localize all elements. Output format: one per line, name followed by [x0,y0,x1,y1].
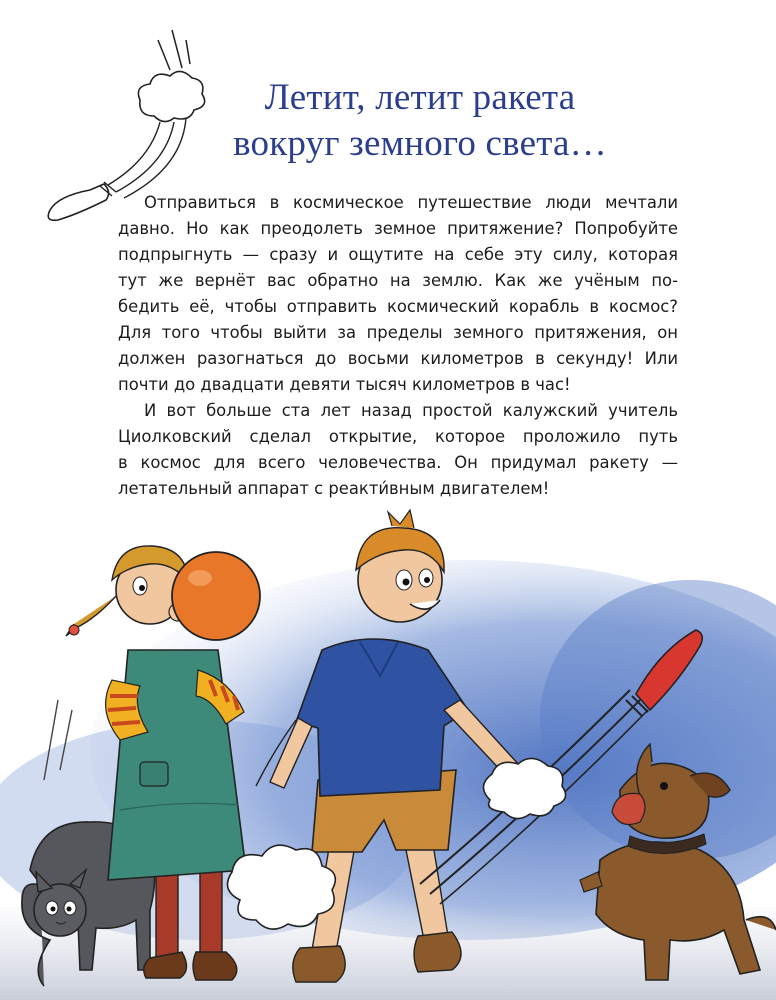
title-line-2: вокруг земного света… [233,123,607,164]
text-line: давно. Но как преодолеть земное притяжение? Попробуйте [118,219,678,238]
text-line: Циолковский сделал открытие, которое проложило путь [118,427,678,446]
body-text [118,190,678,502]
text-line: летательный аппарат с реакти́вным двигателем! [118,479,550,498]
text-line: в космос для всего человечества. Он придумал ракету — [118,453,678,472]
paragraph-1 [118,190,678,398]
text-line: тут же вернёт вас обратно на землю. Как же учёным по- [118,271,678,290]
text-line: Отправиться в космическое путешествие люди мечтали [144,193,678,212]
text-line: бедить её, чтобы отправить космический корабль в космос? [118,297,678,316]
title-line-1: Летит, летит ракета [264,77,576,118]
text-line: подпрыгнуть — сразу и ощутите на себе эту силу, которая [118,245,678,264]
text-line: должен разогнаться до восьми километров в секунду! Или [118,349,678,368]
text-line: Для того чтобы выйти за пределы земного притяжения, он [118,323,678,342]
children-rocket-illustration [0,500,776,1000]
text-line: И вот больше ста лет назад простой калужский учитель [144,401,678,420]
page-title [200,75,640,167]
paragraph-2 [118,398,678,502]
orange-balloon [172,552,260,640]
text-line: почти до двадцати девяти тысяч километров в час! [118,375,571,394]
